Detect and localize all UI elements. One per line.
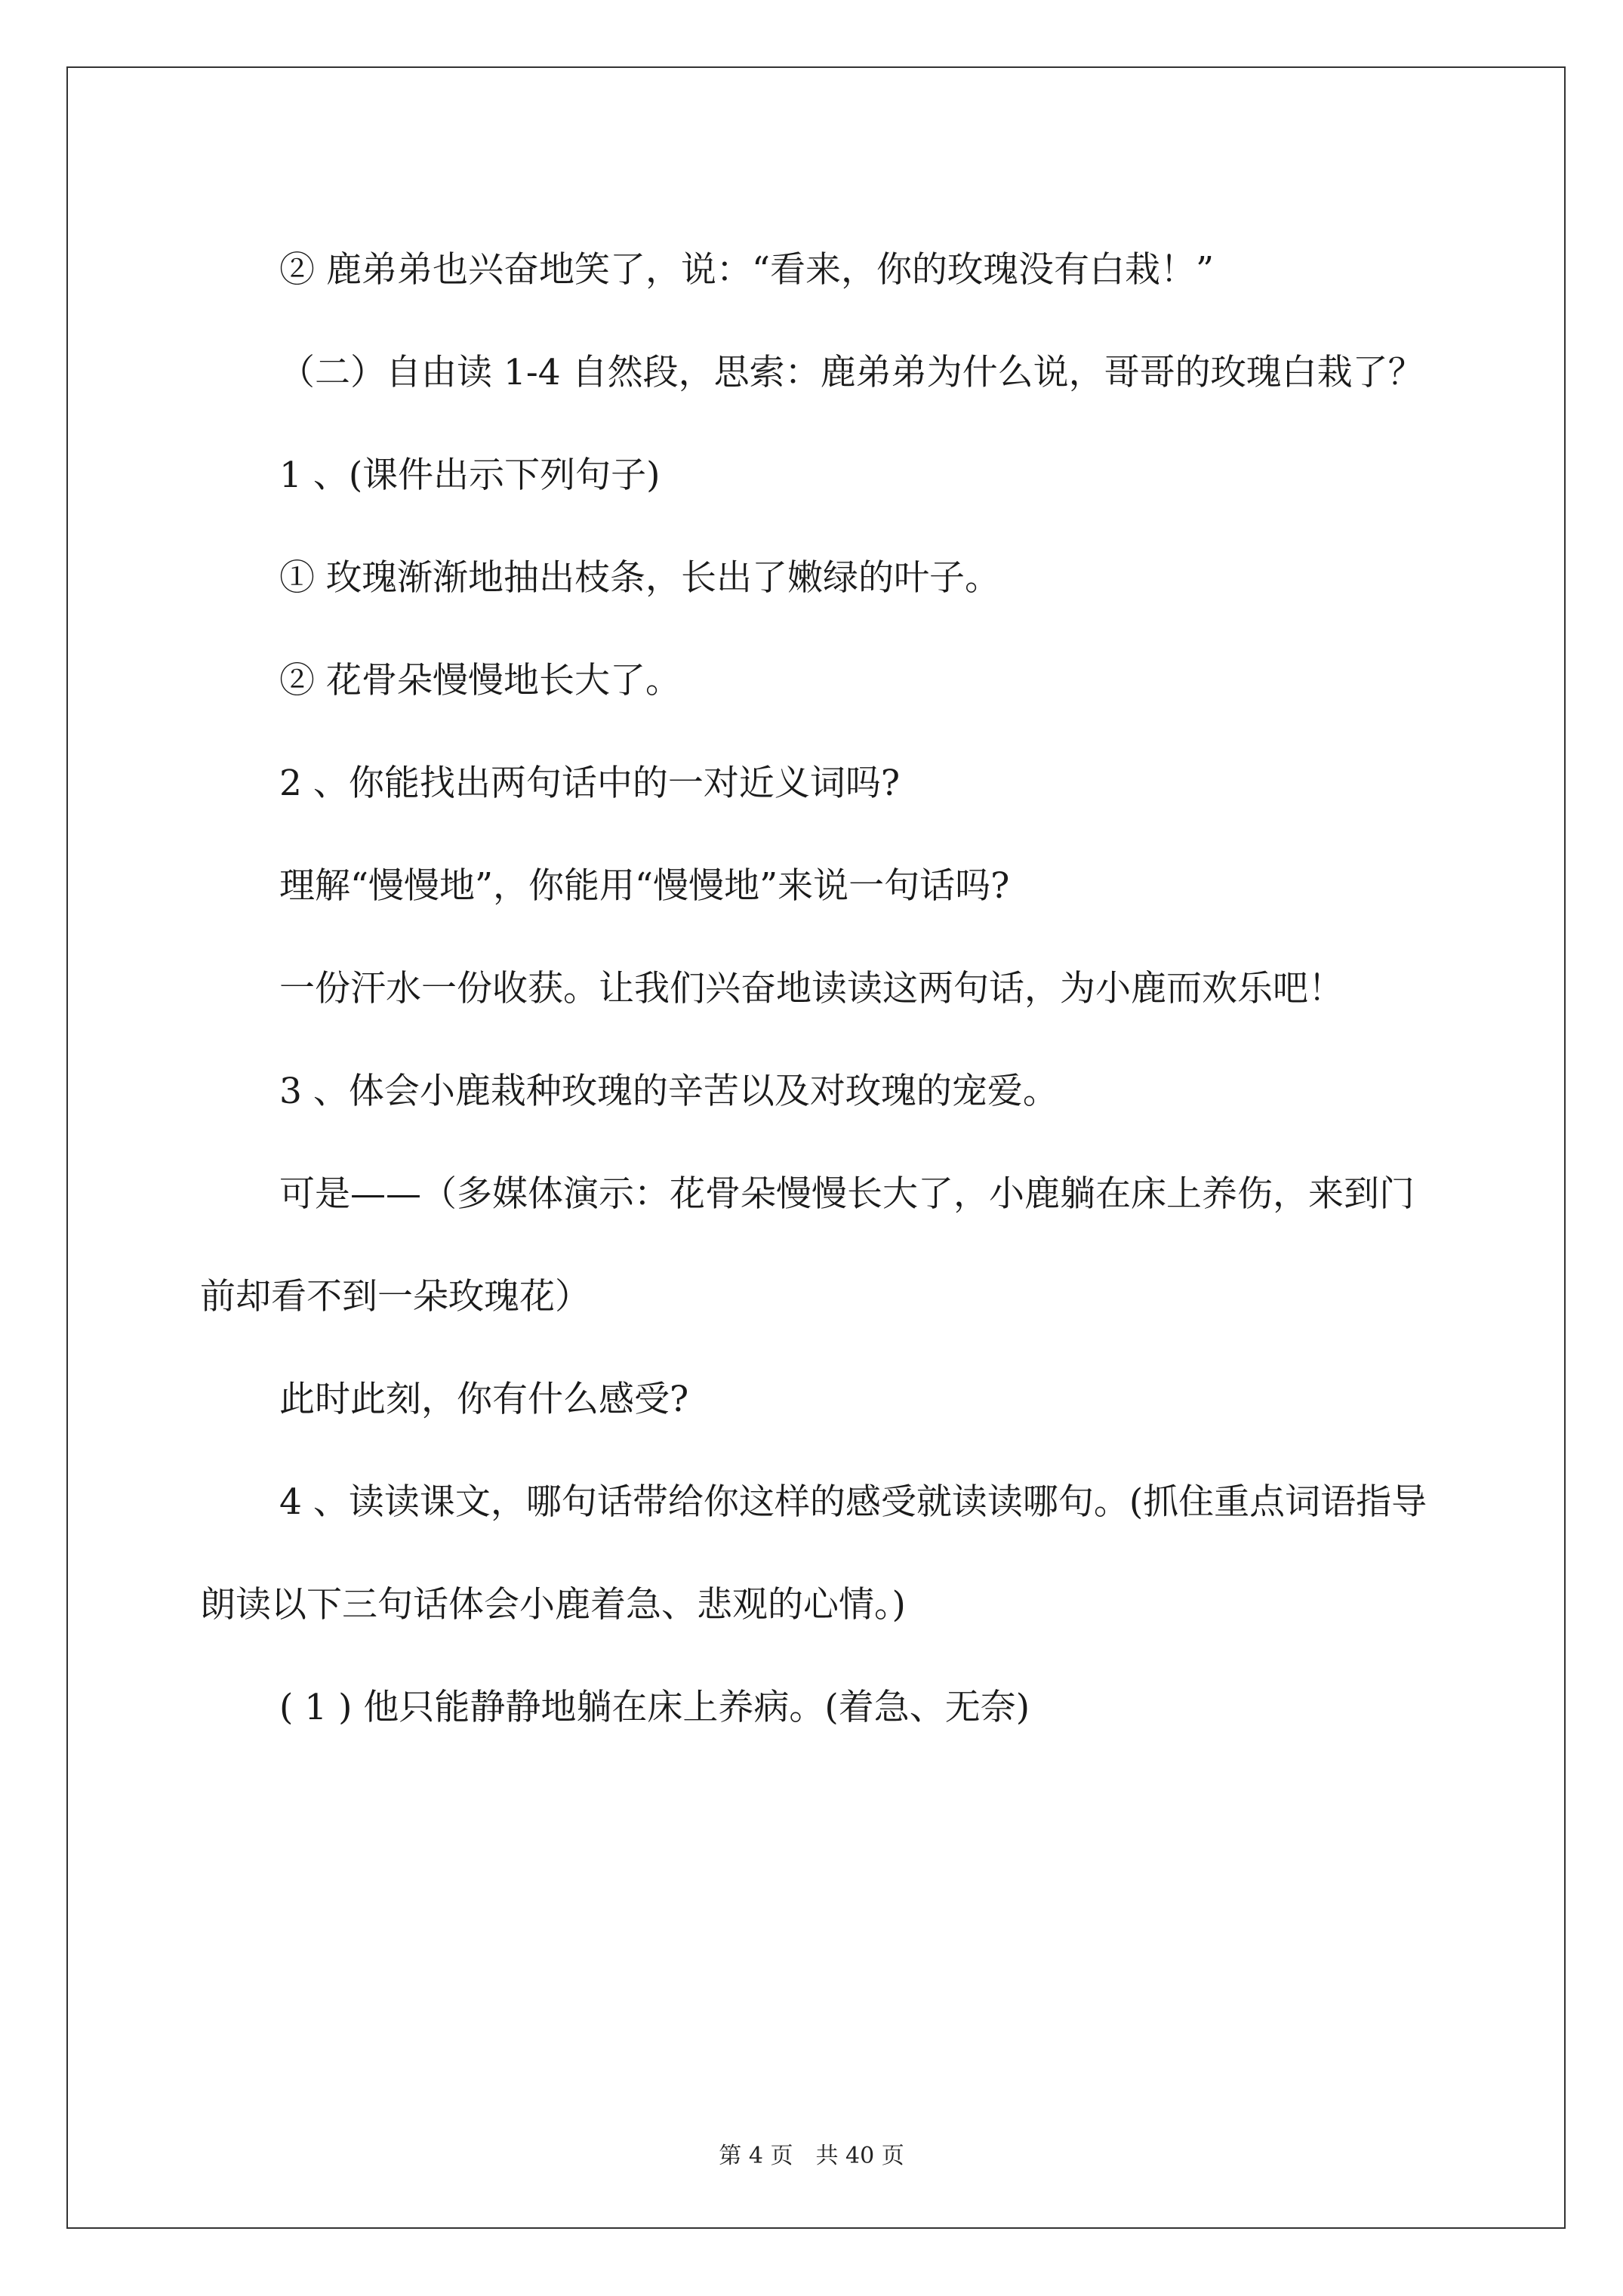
paragraph: ① 玫瑰渐渐地抽出枝条，长出了嫩绿的叶子。 xyxy=(279,557,1000,599)
paragraph: 此时此刻，你有什么感受? xyxy=(279,1379,689,1420)
paragraph: ② 花骨朵慢慢地长大了。 xyxy=(279,660,681,701)
paragraph: 2 、你能找出两句话中的一对近义词吗? xyxy=(279,763,901,804)
paragraph: ② 鹿弟弟也兴奋地笑了，说：“看来，你的玫瑰没有白栽！” xyxy=(279,249,1214,291)
paragraph: （二）自由读 1-4 自然段，思索：鹿弟弟为什么说，哥哥的玫瑰白栽了？ xyxy=(279,352,1424,393)
paragraph: ( 1 ) 他只能静静地躺在床上养病。(着急、无奈) xyxy=(279,1687,1030,1728)
page-number-footer: 第 4 页 共 40 页 xyxy=(719,2143,904,2169)
document-body xyxy=(200,219,1438,1759)
paragraph: 1 、(课件出示下列句子) xyxy=(279,455,661,496)
paragraph: 3 、体会小鹿栽种玫瑰的辛苦以及对玫瑰的宠爱。 xyxy=(279,1071,1058,1112)
paragraph: 理解“慢慢地”，你能用“慢慢地”来说一句话吗? xyxy=(279,865,1010,907)
paragraph: 可是——（多媒体演示：花骨朵慢慢长大了，小鹿躺在床上养伤，来到门前却看不到一朵玫瑰花） xyxy=(200,1173,1415,1318)
paragraph: 4 、读读课文，哪句话带给你这样的感受就读读哪句。(抓住重点词语指导朗读以下三句话体会小鹿着急、悲观的心情。) xyxy=(200,1481,1427,1626)
paragraph: 一份汗水一份收获。让我们兴奋地读读这两句话，为小鹿而欢乐吧！ xyxy=(279,968,1344,1009)
